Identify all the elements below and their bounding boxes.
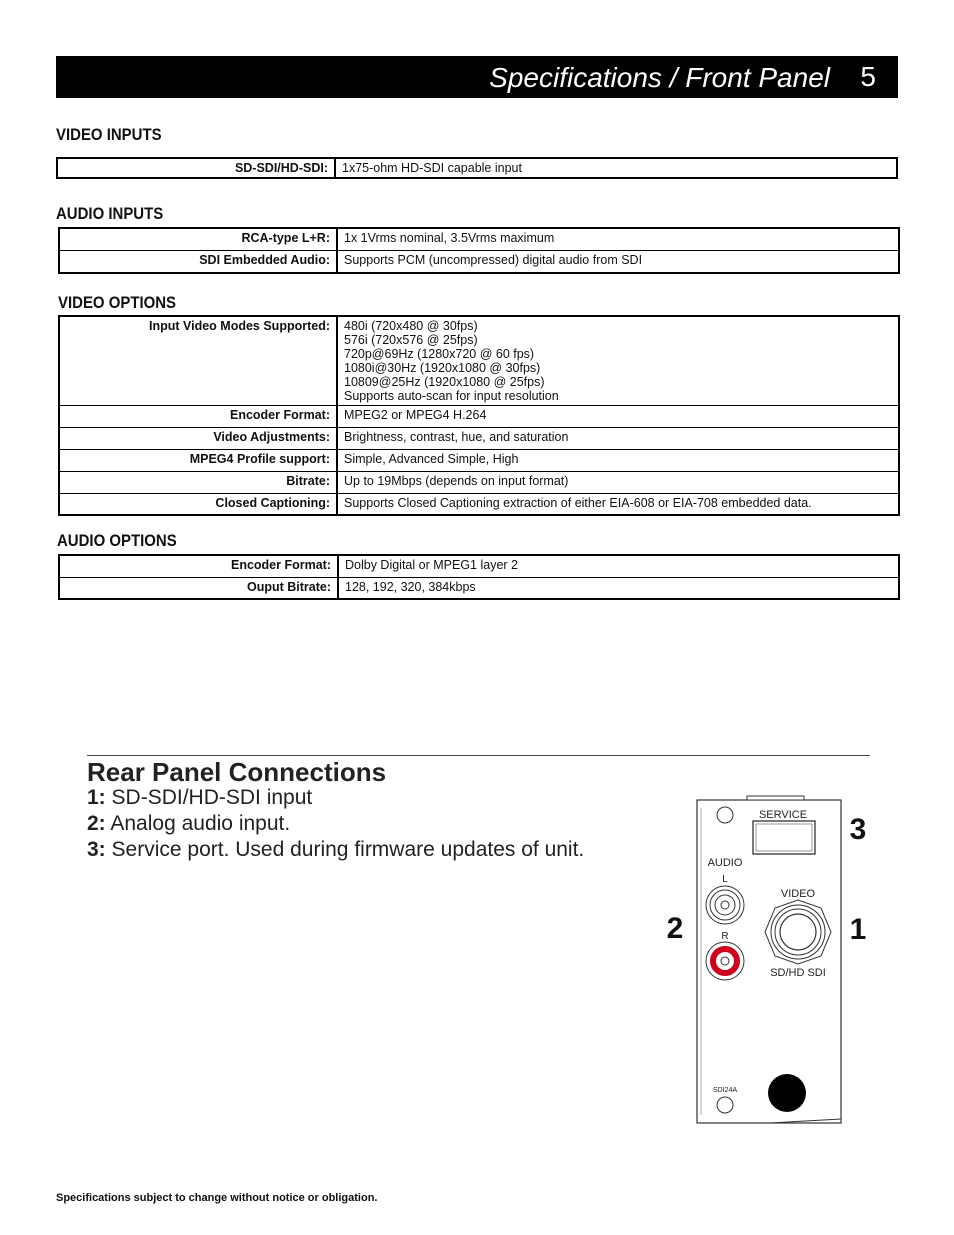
video-inputs-heading: VIDEO INPUTS — [56, 125, 162, 144]
row-value: Supports PCM (uncompressed) digital audio from SDI — [337, 251, 899, 274]
page-number: 5 — [860, 61, 876, 92]
row-value: 128, 192, 320, 384kbps — [338, 578, 899, 600]
row-value: MPEG2 or MPEG4 H.264 — [337, 406, 899, 428]
item-number: 2: — [87, 812, 106, 835]
audio-left-label: L — [722, 874, 728, 885]
row-label: SDI Embedded Audio: — [59, 251, 337, 274]
video-mode: Supports auto-scan for input resolution — [344, 389, 559, 403]
table-row — [59, 450, 899, 472]
video-options-table — [58, 315, 900, 516]
table-row — [59, 555, 899, 578]
callout-2: 2 — [666, 912, 684, 945]
audio-inputs-table — [58, 227, 900, 274]
video-mode: 576i (720x576 @ 25fps) — [344, 333, 478, 347]
power-knob-icon — [768, 1074, 806, 1112]
row-label: Encoder Format: — [59, 555, 338, 578]
screw-hole-icon — [717, 1097, 733, 1113]
model-label: SDI24A — [713, 1087, 738, 1094]
rear-panel-item — [87, 812, 290, 836]
audio-right-label: R — [721, 931, 729, 942]
item-text: SD-SDI/HD-SDI input — [111, 786, 313, 809]
item-number: 1: — [87, 786, 106, 809]
bnc-inner-ring — [780, 914, 816, 950]
panel-top-tab — [747, 796, 804, 800]
table-row — [59, 494, 899, 516]
audio-options-heading: AUDIO OPTIONS — [57, 531, 177, 550]
sdi-label: SD/HD SDI — [770, 967, 826, 979]
rear-panel-title: Rear Panel Connections — [87, 757, 387, 787]
item-number: 3: — [87, 838, 106, 861]
audio-label: AUDIO — [707, 857, 743, 869]
row-label: RCA-type L+R: — [59, 228, 337, 251]
table-row — [59, 428, 899, 450]
row-value: Simple, Advanced Simple, High — [337, 450, 899, 472]
item-text: Analog audio input. — [110, 812, 291, 835]
row-label: Video Adjustments: — [59, 428, 337, 450]
row-label: Input Video Modes Supported: — [59, 316, 337, 406]
table-row — [59, 316, 899, 406]
table-row — [59, 406, 899, 428]
row-value: Supports Closed Captioning extraction of either EIA-608 or EIA-708 embedded data. — [337, 494, 899, 516]
rear-panel-diagram — [660, 790, 880, 1135]
row-value: Up to 19Mbps (depends on input format) — [337, 472, 899, 494]
page-title: Specifications / Front Panel — [489, 62, 830, 93]
video-label: VIDEO — [780, 888, 816, 900]
table-row — [57, 158, 897, 178]
video-mode: 1080i@30Hz (1920x1080 @ 30fps) — [344, 361, 541, 375]
callout-3: 3 — [849, 813, 867, 846]
service-label: SERVICE — [758, 809, 808, 821]
callout-1: 1 — [849, 913, 867, 946]
row-label: Closed Captioning: — [59, 494, 337, 516]
page-header — [56, 56, 898, 98]
row-label: SD-SDI/HD-SDI: — [57, 158, 335, 178]
row-value — [337, 316, 899, 406]
row-value: Brightness, contrast, hue, and saturation — [337, 428, 899, 450]
video-inputs-table — [56, 157, 898, 179]
rca-right-pin — [721, 957, 729, 965]
rca-left-pin — [721, 901, 729, 909]
row-label: Encoder Format: — [59, 406, 337, 428]
video-options-heading: VIDEO OPTIONS — [58, 293, 177, 312]
audio-inputs-heading: AUDIO INPUTS — [56, 204, 164, 223]
row-value: 1x 1Vrms nominal, 3.5Vrms maximum — [337, 228, 899, 251]
row-label: Ouput Bitrate: — [59, 578, 338, 600]
rear-panel-item — [87, 838, 584, 862]
footer-note: Specifications subject to change without notice or obligation. — [56, 1192, 378, 1204]
table-row — [59, 251, 899, 274]
video-mode: 720p@69Hz (1280x720 @ 60 fps) — [344, 347, 535, 361]
row-value: Dolby Digital or MPEG1 layer 2 — [338, 555, 899, 578]
row-label: Bitrate: — [59, 472, 337, 494]
service-port — [753, 821, 815, 854]
item-text: Service port. Used during firmware updates of unit. — [111, 838, 585, 861]
table-row — [59, 472, 899, 494]
video-mode: 480i (720x480 @ 30fps) — [344, 319, 478, 333]
table-row — [59, 228, 899, 251]
rear-panel-item — [87, 786, 312, 810]
table-row — [59, 578, 899, 600]
audio-options-table — [58, 554, 900, 600]
row-value: 1x75-ohm HD-SDI capable input — [335, 158, 897, 178]
section-divider — [87, 755, 870, 756]
screw-hole-icon — [717, 807, 733, 823]
row-label: MPEG4 Profile support: — [59, 450, 337, 472]
video-mode: 10809@25Hz (1920x1080 @ 25fps) — [344, 375, 545, 389]
